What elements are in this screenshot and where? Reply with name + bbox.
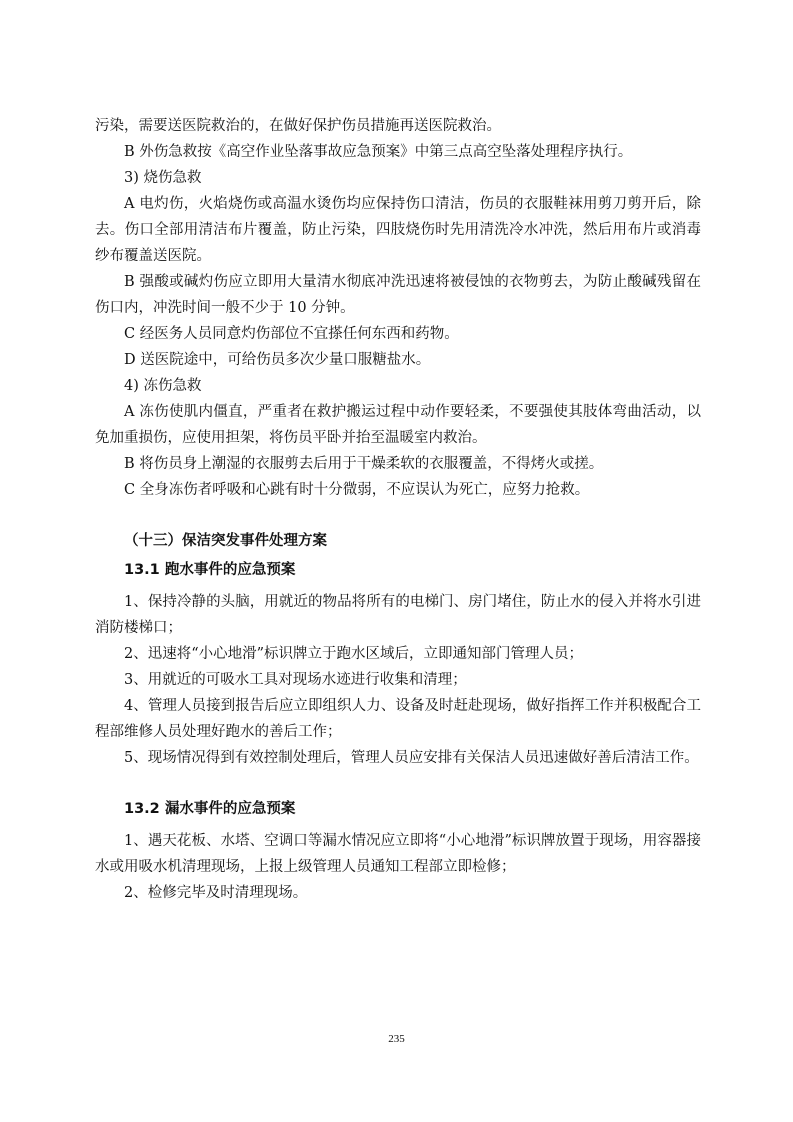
paragraph: 2、检修完毕及时清理现场。	[124, 885, 308, 901]
document-body	[95, 113, 701, 906]
paragraph: B 强酸或碱灼伤应立即用大量清水彻底冲洗迅速将被侵蚀的衣物剪去，为防止酸碱残留在伤口内，冲洗时间一般不少于 10 分钟。	[95, 274, 701, 316]
paragraph: C 全身冻伤者呼吸和心跳有时十分微弱，不应误认为死亡，应努力抢救。	[124, 482, 590, 498]
spacer	[95, 771, 701, 796]
paragraph: A 冻伤使肌内僵直，严重者在救护搬运过程中动作要轻柔，不要强使其肢体弯曲活动，以免加重损伤，应使用担架，将伤员平卧并抬至温暖室内救治。	[95, 404, 701, 446]
paragraph: B 将伤员身上潮湿的衣服剪去后用于干燥柔软的衣服覆盖，不得烤火或搓。	[124, 456, 604, 472]
section-heading: 13.2 漏水事件的应急预案	[124, 801, 296, 817]
spacer	[95, 503, 701, 528]
page-number: 235	[388, 1033, 405, 1045]
paragraph: 污染，需要送医院救治的，在做好保护伤员措施再送医院救治。	[95, 118, 501, 134]
section-heading: （十三）保洁突发事件处理方案	[124, 533, 327, 549]
paragraph: A 电灼伤，火焰烧伤或高温水烫伤均应保持伤口清洁，伤员的衣服鞋袜用剪刀剪开后，除去。伤口全部用清洁布片覆盖，防止污染，四肢烧伤时先用清洗冷水冲洗，然后用布片或消毒纱布覆盖送医院。	[95, 196, 701, 264]
paragraph: 4) 冻伤急救	[124, 378, 202, 394]
paragraph: 4、管理人员接到报告后应立即组织人力、设备及时赶赴现场，做好指挥工作并积极配合工程部维修人员处理好跑水的善后工作；	[95, 698, 701, 740]
paragraph: 1、保持冷静的头脑，用就近的物品将所有的电梯门、房门堵住，防止水的侵入并将水引进消防楼梯口；	[95, 594, 701, 636]
paragraph: 2、迅速将“小心地滑”标识牌立于跑水区域后，立即通知部门管理人员；	[124, 646, 584, 662]
paragraph: C 经医务人员同意灼伤部位不宜搽任何东西和药物。	[124, 326, 459, 342]
paragraph: 3、用就近的可吸水工具对现场水迹进行收集和清理；	[124, 672, 467, 688]
paragraph: D 送医院途中，可给伤员多次少量口服糖盐水。	[124, 352, 431, 368]
section-heading: 13.1 跑水事件的应急预案	[124, 562, 296, 578]
paragraph: B 外伤急救按《高空作业坠落事故应急预案》中第三点高空坠落处理程序执行。	[124, 144, 633, 160]
paragraph: 5、现场情况得到有效控制处理后，管理人员应安排有关保洁人员迅速做好善后清洁工作。	[124, 750, 699, 766]
paragraph: 1、遇天花板、水塔、空调口等漏水情况应立即将“小心地滑”标识牌放置于现场，用容器接水或用吸水机清理现场，上报上级管理人员通知工程部立即检修；	[95, 833, 701, 875]
paragraph: 3) 烧伤急救	[124, 170, 202, 186]
